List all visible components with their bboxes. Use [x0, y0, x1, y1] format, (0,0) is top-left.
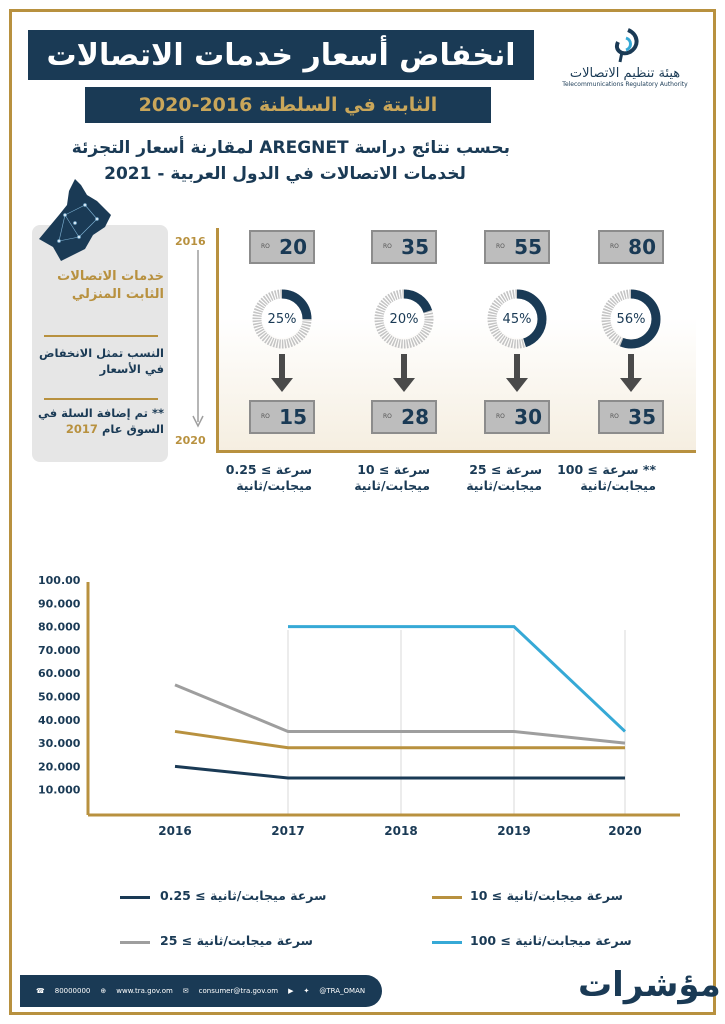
- y-tick-label: 20.000: [38, 760, 81, 774]
- youtube-icon[interactable]: ▶: [288, 987, 294, 995]
- arrow-down-icon: [269, 354, 295, 394]
- arrow-down-icon: [391, 354, 417, 394]
- banknote-2016: [598, 230, 664, 264]
- price-column: [249, 230, 315, 434]
- twitter-icon[interactable]: ✦: [303, 987, 310, 995]
- legend-item-025: [160, 888, 326, 903]
- price-2020: 35: [628, 405, 656, 429]
- price-panel-axis: [216, 228, 219, 453]
- speed-tier-label: سرعة ≥ 0.25 ميجابت/ثانية: [225, 462, 312, 493]
- legend-swatch-100: [432, 941, 462, 944]
- reduction-percent: 45%: [502, 311, 532, 327]
- price-2016: 20: [279, 235, 307, 259]
- x-tick-label: 2020: [608, 824, 642, 838]
- currency-label: RO: [496, 243, 505, 250]
- timeline-arrow-icon: [192, 250, 204, 430]
- series-line: [175, 766, 625, 778]
- currency-label: RO: [496, 413, 505, 420]
- speed-tier-label: سرعة ≥ 25 ميجابت/ثانية: [466, 462, 542, 493]
- arrow-down-icon: [504, 354, 530, 394]
- legend-label-25: سرعة ميجابت/ثانية ≥ 25: [160, 933, 313, 948]
- legend-item-100: [470, 933, 632, 948]
- legend-swatch-10: [432, 896, 462, 899]
- footer-bar: [20, 975, 382, 1007]
- intro-line-1: بحسب نتائج دراسة AREGNET لمقارنة أسعار التجزئة: [71, 138, 510, 158]
- banknote-2020: [249, 400, 315, 434]
- intro-line-2: لخدمات الاتصالات في الدول العربية - 2021: [104, 164, 466, 184]
- globe-icon: ⊕: [100, 987, 107, 995]
- price-2020: 15: [279, 405, 307, 429]
- currency-label: RO: [610, 413, 619, 420]
- card-note-2017: [34, 405, 164, 437]
- price-2020: 30: [514, 405, 542, 429]
- footer-email[interactable]: consumer@tra.gov.om: [198, 987, 279, 995]
- price-column: [371, 230, 437, 434]
- price-2016: 80: [628, 235, 656, 259]
- y-tick-label: 100.00: [38, 574, 81, 587]
- y-tick-label: 40.000: [38, 713, 81, 727]
- mail-icon: ✉: [182, 987, 189, 995]
- currency-label: RO: [261, 243, 270, 250]
- price-2020: 28: [401, 405, 429, 429]
- speed-tier-label: سرعة ≥ 10 ميجابت/ثانية: [354, 462, 430, 493]
- x-tick-label: 2016: [158, 824, 192, 838]
- arrow-down-icon: [618, 354, 644, 394]
- legend-label-10: سرعة ميجابت/ثانية ≥ 10: [470, 888, 623, 903]
- price-column: [598, 230, 664, 434]
- reduction-percent: 25%: [267, 311, 297, 327]
- currency-label: RO: [383, 413, 392, 420]
- y-tick-label: 50.000: [38, 690, 81, 704]
- y-tick-label: 30.000: [38, 737, 81, 751]
- series-line: [175, 685, 625, 743]
- tra-logo: [545, 28, 705, 108]
- line-chart: [0, 570, 725, 840]
- logo-name-ar: هيئة تنظيم الاتصالات: [569, 66, 681, 81]
- tra-logo-icon: [608, 28, 642, 64]
- currency-label: RO: [383, 243, 392, 250]
- banknote-2020: [598, 400, 664, 434]
- footer-social[interactable]: @TRA_OMAN: [319, 987, 366, 995]
- logo-name-en: Telecommunications Regulatory Authority: [562, 81, 688, 88]
- phone-icon: ☎: [36, 987, 45, 995]
- footer-phone[interactable]: 80000000: [54, 987, 91, 995]
- card-divider: [44, 335, 158, 337]
- card-title: خدمات الاتصالات الثابت المنزلي: [57, 269, 164, 302]
- footer-website[interactable]: www.tra.gov.om: [116, 987, 173, 995]
- x-tick-label: 2018: [384, 824, 418, 838]
- banknote-2016: [371, 230, 437, 264]
- brand-wordmark: مؤشرات: [578, 965, 721, 1005]
- banknote-2016: [484, 230, 550, 264]
- oman-map-icon: [35, 175, 115, 265]
- legend-item-10: [470, 888, 623, 903]
- legend-label-100: سرعة ميجابت/ثانية ≥ 100: [470, 933, 632, 948]
- card-note-2017-year: 2017: [65, 422, 98, 436]
- intro-text: [60, 135, 510, 187]
- currency-label: RO: [610, 243, 619, 250]
- x-tick-label: 2019: [497, 824, 531, 838]
- y-tick-label: 70.000: [38, 643, 81, 657]
- price-2016: 55: [514, 235, 542, 259]
- price-panel-axis: [216, 450, 696, 453]
- reduction-percent: 20%: [389, 311, 419, 327]
- legend-swatch-25: [120, 941, 150, 944]
- reduction-donut: [373, 288, 435, 350]
- currency-label: RO: [261, 413, 270, 420]
- year-end-label: 2020: [175, 434, 206, 447]
- y-tick-label: 90.000: [38, 597, 81, 611]
- y-tick-label: 10.000: [38, 783, 81, 797]
- legend-label-025: سرعة ميجابت/ثانية ≥ 0.25: [160, 888, 327, 903]
- y-tick-label: 60.000: [38, 667, 81, 681]
- legend-item-25: [160, 933, 313, 948]
- banknote-2016: [249, 230, 315, 264]
- reduction-donut: [600, 288, 662, 350]
- series-line: [175, 731, 625, 747]
- banknote-2020: [484, 400, 550, 434]
- card-note-percent: النسب تمثل الانخفاض في الأسعار: [38, 346, 164, 376]
- legend-swatch-025: [120, 896, 150, 899]
- page-subtitle: الثابتة في السلطنة 2016-2020: [85, 87, 491, 123]
- card-note-2017-text: ** تم إضافة السلة في السوق عام: [37, 406, 164, 436]
- speed-tier-label: ** سرعة ≥ 100 ميجابت/ثانية: [557, 462, 656, 493]
- y-tick-label: 80.000: [38, 620, 81, 634]
- series-line: [288, 627, 625, 732]
- banknote-2020: [371, 400, 437, 434]
- price-2016: 35: [401, 235, 429, 259]
- year-start-label: 2016: [175, 235, 206, 248]
- reduction-donut: [486, 288, 548, 350]
- price-column: [484, 230, 550, 434]
- x-tick-label: 2017: [271, 824, 305, 838]
- reduction-percent: 56%: [616, 311, 646, 327]
- card-divider: [44, 398, 158, 400]
- page-title: انخفاض أسعار خدمات الاتصالات: [28, 30, 534, 80]
- reduction-donut: [251, 288, 313, 350]
